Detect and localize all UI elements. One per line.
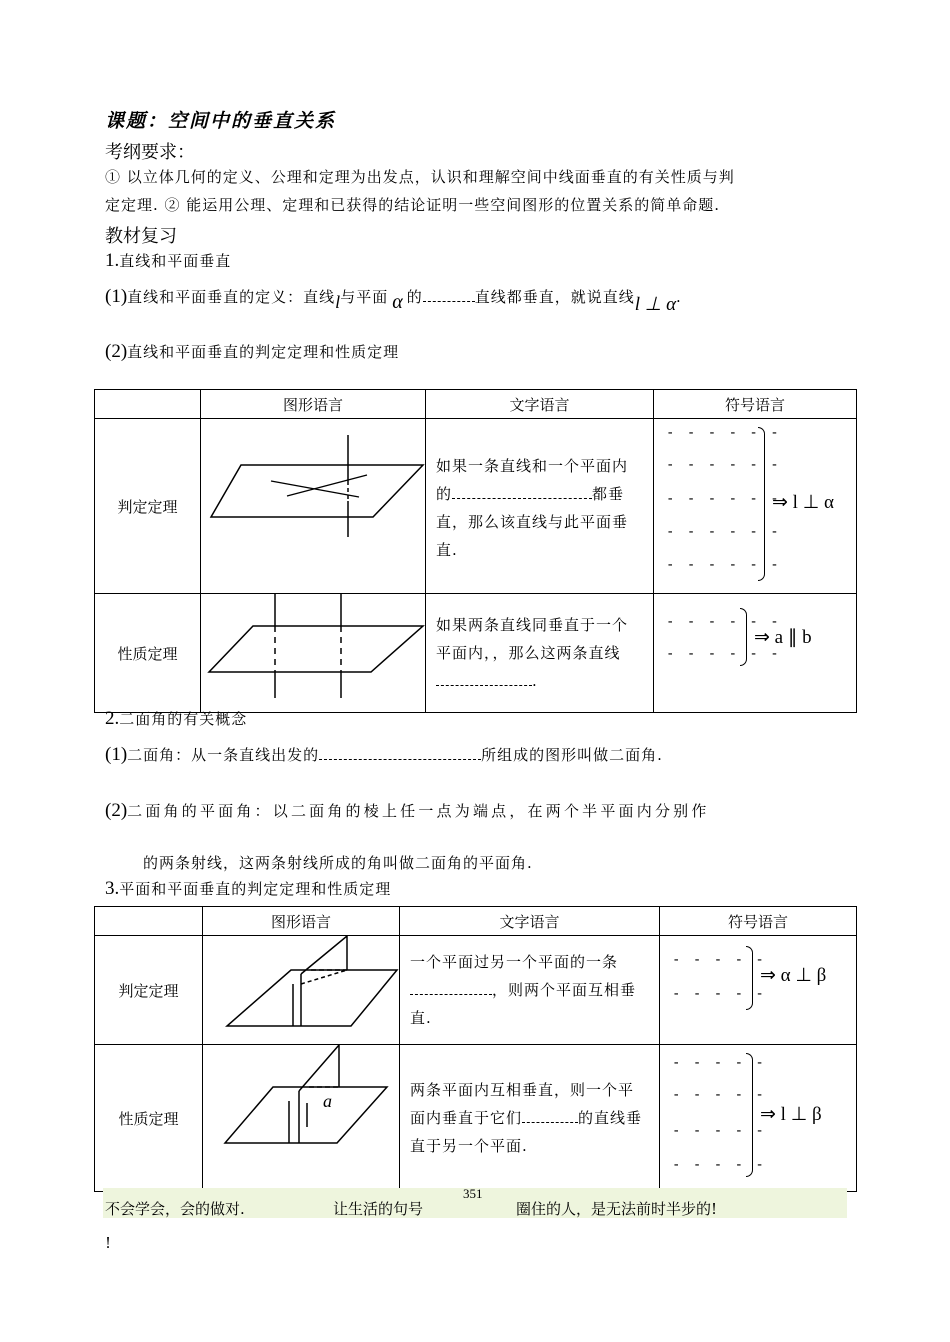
line-l-symbol: l <box>335 292 341 312</box>
symbol-property <box>654 594 857 713</box>
row-label-property: 性质定理 <box>95 1045 203 1192</box>
right-brace-icon <box>746 1053 753 1177</box>
footer-right: 圈住的人，是无法前时半步的! <box>516 1200 718 1218</box>
period: . <box>676 288 682 306</box>
dash-line: - - - - - <box>672 952 766 968</box>
footer-bang: ! <box>105 1234 113 1252</box>
fill-blank[interactable] <box>410 980 492 995</box>
symbol-criterion <box>660 936 857 1045</box>
syllabus-line-2: 定定理. ② 能运用公理、定理和已获得的结论证明一些空间图形的位置关系的简单命题. <box>105 196 721 214</box>
item-number: (1) <box>105 744 128 765</box>
plane-criterion-text-b: ，则两个平面互相垂直. <box>410 981 637 1027</box>
dihedral-text-b: 所组成的图形叫做二面角. <box>481 746 663 764</box>
footer-mid: 让生活的句号 <box>333 1200 424 1218</box>
text-criterion <box>400 936 660 1045</box>
two-perpendicular-lines-diagram <box>201 594 425 708</box>
fill-blank[interactable] <box>319 745 481 760</box>
header-symbol: 符号语言 <box>660 907 857 936</box>
line-plane-table <box>94 389 857 713</box>
right-brace-icon <box>758 427 765 581</box>
property-text-b: . <box>532 672 538 690</box>
dash-line: - - - - - - <box>666 457 781 473</box>
text-property <box>400 1045 660 1192</box>
dash-line: - - - - - - <box>666 557 781 573</box>
dihedral-definition <box>105 744 663 766</box>
subheading-text: 直线和平面垂直的判定定理和性质定理 <box>127 343 400 361</box>
symbol-property <box>660 1045 857 1192</box>
figure-property <box>203 1045 400 1192</box>
row-label-criterion: 判定定理 <box>95 936 203 1045</box>
page-title: 课题：空间中的垂直关系 <box>105 110 337 132</box>
plane-criterion-text-a: 一个平面过另一个平面的一条 <box>410 953 619 971</box>
figure-property <box>201 594 426 713</box>
plane-angle-text-b: 的两条射线，这两条射线所成的角叫做二面角的平面角. <box>143 854 533 872</box>
text-criterion <box>426 419 654 594</box>
section-3-title: 平面和平面垂直的判定定理和性质定理 <box>119 880 392 898</box>
criterion-result: ⇒ l ⊥ α <box>772 492 834 513</box>
row-label-criterion: 判定定理 <box>95 419 201 594</box>
dash-line: - - - - - <box>672 1087 766 1103</box>
section-2-number: 2. <box>105 708 120 729</box>
dihedral-text-a: 二面角：从一条直线出发的 <box>127 746 320 764</box>
right-brace-icon <box>746 946 753 1010</box>
dash-line: - - - - - - <box>666 425 781 441</box>
line-a-label: a <box>323 1091 332 1111</box>
criterion-text-b: 都垂直，那么该直线与此平面垂直. <box>436 485 629 559</box>
perp-expression: l ⊥ α <box>634 294 677 315</box>
dash-line: - - - - - <box>672 1157 766 1173</box>
page-number: 351 <box>463 1186 483 1201</box>
header-symbol: 符号语言 <box>654 390 857 419</box>
dash-line: - - - - - - <box>666 646 781 662</box>
header-figure: 图形语言 <box>201 390 426 419</box>
definition-text-a: 直线和平面垂直的定义：直线 <box>127 288 336 306</box>
plane-property-text-b: 的直线垂直于另一个平面. <box>410 1109 643 1155</box>
plane-angle-text-a: 二面角的平面角：以二面角的棱上任一点为端点，在两个半平面内分别作 <box>127 802 710 820</box>
definition-text-d: 直线都垂直，就说直线 <box>474 288 635 306</box>
item-number: (1) <box>105 286 128 307</box>
section-1-heading <box>105 250 231 272</box>
fill-blank[interactable] <box>522 1108 578 1123</box>
section-2-title: 二面角的有关概念 <box>119 710 248 728</box>
plane-alpha-symbol: α <box>392 291 403 313</box>
definition-text-b: 与平面 <box>340 288 389 306</box>
section-1-number: 1. <box>105 250 120 271</box>
fill-blank[interactable] <box>452 484 592 499</box>
property-result: ⇒ a ∥ b <box>754 627 812 648</box>
perpendicular-planes-diagram <box>203 936 399 1040</box>
symbol-criterion <box>654 419 857 594</box>
fill-blank[interactable] <box>423 287 475 302</box>
figure-criterion <box>203 936 400 1045</box>
right-brace-icon <box>740 608 747 666</box>
section-1-subheading <box>105 341 399 363</box>
section-3-number: 3. <box>105 878 120 899</box>
item-number: (2) <box>105 800 128 821</box>
plane-angle-definition <box>105 800 710 822</box>
perpendicular-planes-line-diagram <box>203 1045 399 1187</box>
plane-criterion-result: ⇒ α ⊥ β <box>760 965 827 986</box>
plane-perpendicular-line-diagram <box>201 419 425 589</box>
criterion-text-a: 如果一条直线和一个平面内的 <box>436 457 629 503</box>
property-text-a: 如果两条直线同垂直于一个平面内，，那么这两条直线 <box>436 616 629 662</box>
header-empty <box>95 907 203 936</box>
section-2-heading <box>105 708 247 730</box>
plane-plane-table <box>94 906 857 1192</box>
syllabus-heading: 考纲要求： <box>105 142 195 163</box>
dash-line: - - - - - - <box>666 614 781 630</box>
dash-line: - - - - - <box>672 986 766 1002</box>
plane-property-result: ⇒ l ⊥ β <box>760 1104 822 1125</box>
plane-property-text-a: 两条平面内互相垂直，则一个平面内垂直于它们 <box>410 1081 635 1127</box>
header-text: 文字语言 <box>400 907 660 936</box>
section-1-definition <box>105 286 682 316</box>
figure-criterion <box>201 419 426 594</box>
definition-text-c: 的 <box>406 288 423 306</box>
dash-line: - - - - - <box>672 1123 766 1139</box>
dash-line: - - - - - <box>672 1055 766 1071</box>
section-3-heading <box>105 878 391 900</box>
dash-line: - - - - - - <box>666 524 781 540</box>
header-text: 文字语言 <box>426 390 654 419</box>
item-number: (2) <box>105 341 128 362</box>
row-label-property: 性质定理 <box>95 594 201 713</box>
section-1-title: 直线和平面垂直 <box>119 252 232 270</box>
header-empty <box>95 390 201 419</box>
fill-blank[interactable] <box>436 671 532 686</box>
dash-line: - - - - - - <box>666 491 781 507</box>
header-figure: 图形语言 <box>203 907 400 936</box>
syllabus-line-1: ① 以立体几何的定义、公理和定理为出发点，认识和理解空间中线面垂直的有关性质与判 <box>105 168 735 186</box>
review-heading: 教材复习 <box>105 226 177 247</box>
text-property <box>426 594 654 713</box>
footer-left: 不会学会，会的做对. <box>105 1200 245 1218</box>
